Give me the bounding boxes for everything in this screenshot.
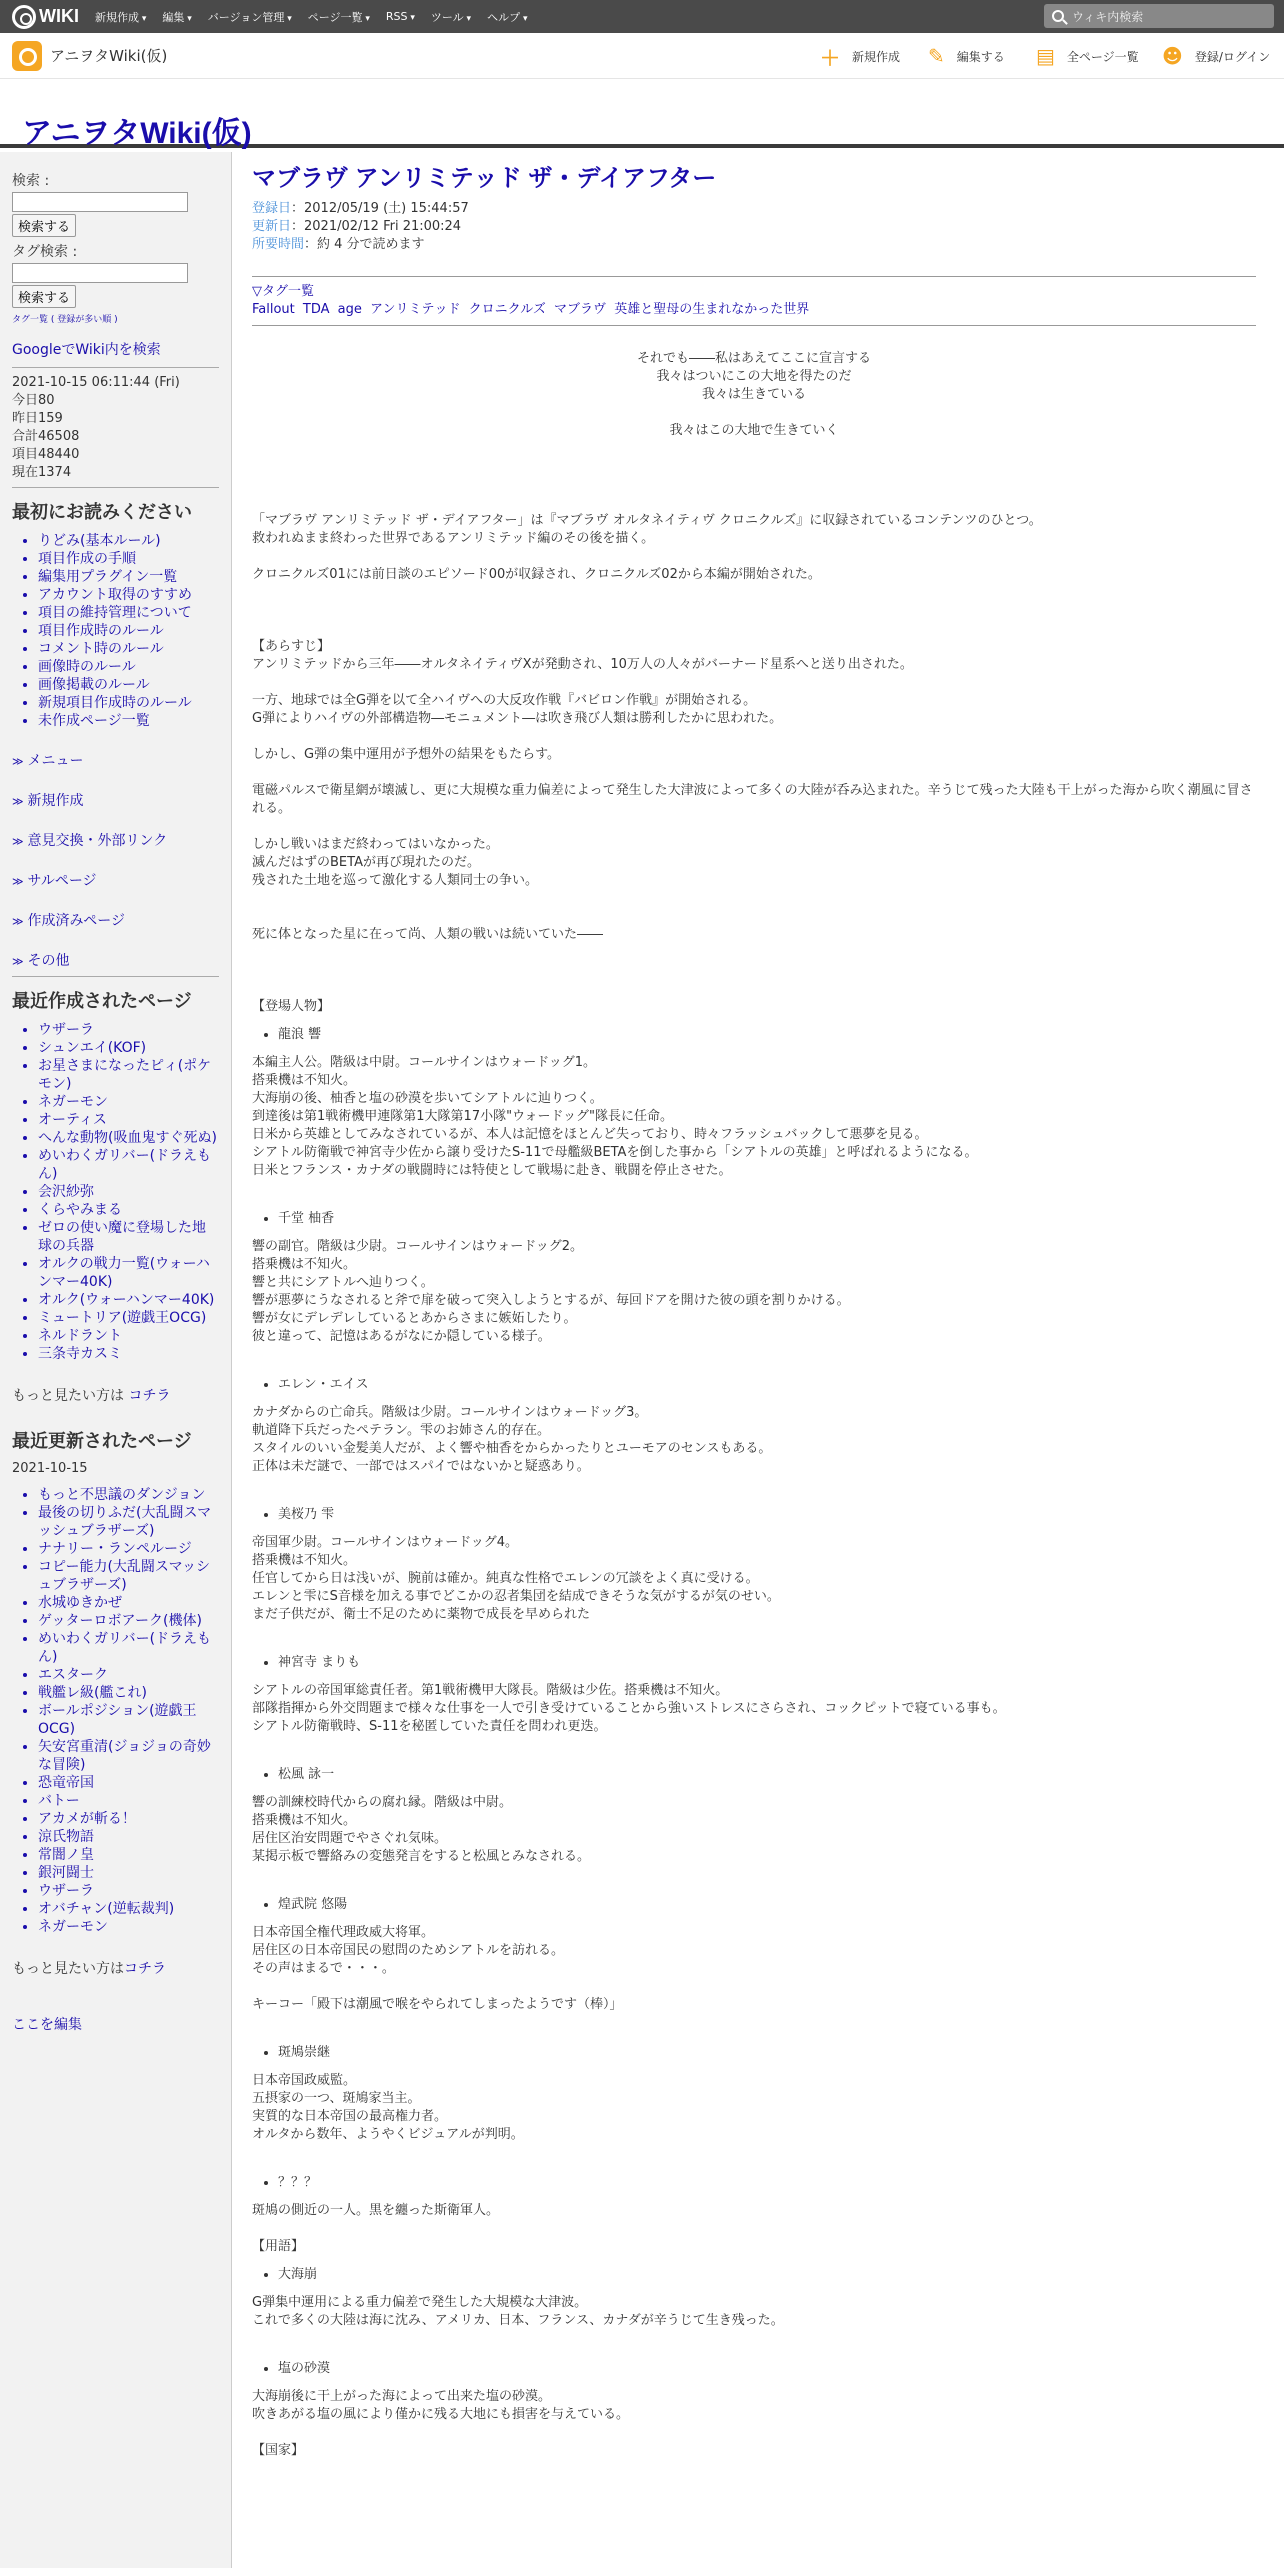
login-button[interactable]: ☻ 登録/ログイン [1162, 44, 1271, 68]
tag-link[interactable]: 英雄と聖母の生まれなかった世界 [614, 302, 810, 317]
meta-key: 所要時間 [252, 237, 305, 252]
terms-heading: 【用語】 [252, 2239, 305, 2254]
intro-line: 救われぬまま終わった世界であるアンリミテッド編のその後を描く。 [252, 531, 655, 546]
intro-line [252, 548, 1256, 566]
character-line: その声はまるで・・・。 [252, 1961, 395, 1976]
character-line: 到達後は第1戦術機甲連隊第1大隊第17小隊"ウォードッグ"隊長に任命。 [252, 1109, 674, 1124]
synopsis-line: しかし、G弾の集中運用が予想外の結果をもたらす。 [252, 747, 561, 762]
character-description [252, 1924, 1256, 2014]
character-line: キーコー「殿下は潮風で喉をやられてしまったようです（棒）」 [252, 1997, 623, 2012]
sidebar-section-toggle[interactable] [12, 950, 219, 970]
character-line: 部隊指揮から外交問題まで様々な仕事を一人で引き受けていることから強いストレスにさらされ、コックピットで寝ている事も。 [252, 1701, 1006, 1716]
meta-row [252, 218, 1256, 236]
sidebar-section-label: 新規作成 [27, 793, 84, 809]
character-line: 搭乗機は不知火。 [252, 1073, 357, 1088]
more-link-row: もっと見たい方は コチラ [12, 1388, 171, 1404]
term-entry [278, 2360, 1256, 2378]
meta-value: ：2012/05/19 (土) 15:44:57 [291, 201, 469, 216]
first-read-link[interactable]: • コメント時のルール [38, 640, 219, 658]
recent-updated-link[interactable]: • 水城ゆきかぜ [38, 1594, 219, 1612]
character-entry [278, 1026, 1256, 1044]
top-menu-item[interactable]: ヘルプ ▾ [487, 9, 527, 25]
character-line: カナダからの亡命兵。階級は少尉。コールサインはウォードッグ3。 [252, 1405, 648, 1420]
term-line: 大海崩後に干上がった海によって出来た塩の砂漠。 [252, 2389, 552, 2404]
character-line: シアトル防衛戦で神宮寺少佐から譲り受けたS-11で母艦級BETAを倒した事から「シアトルの英雄」と呼ばれるようになる。 [252, 1145, 978, 1160]
character-line: まだ子供だが、衛士不足のために薬物で成長を早められた [252, 1607, 591, 1622]
recent-created-link[interactable]: • ウザーラ [38, 1021, 219, 1039]
tag-search-input[interactable] [12, 263, 188, 283]
recent-updated-link[interactable]: • オバチャン(逆転裁判) [38, 1900, 219, 1918]
atwiki-logo[interactable]: WIKI [0, 0, 87, 33]
term-entry [278, 2266, 1256, 2284]
divider [12, 487, 219, 488]
character-name: • 美桜乃 雫 [278, 1506, 1256, 1524]
article [252, 165, 1256, 2460]
double-chevron-icon: ≫ [12, 875, 24, 888]
character-entry [278, 1210, 1256, 1228]
term-name: • 塩の砂漠 [278, 2360, 1256, 2378]
divider [252, 276, 1256, 277]
site-title[interactable]: アニヲタWiki(仮) [22, 117, 252, 150]
recent-created-link[interactable]: • ネルドラント [38, 1327, 219, 1345]
first-read-link[interactable]: • 項目作成の手順 [38, 550, 219, 568]
character-name: • エレン・エイス [278, 1376, 1256, 1394]
sidebar-section-toggle[interactable] [12, 790, 219, 810]
recent-updated-link[interactable]: • 常闇ノ皇 [38, 1846, 219, 1864]
wiki-name[interactable]: アニヲタWiki(仮) [50, 47, 168, 65]
synopsis [252, 656, 1256, 890]
top-menu-item[interactable]: 編集 ▾ [162, 9, 191, 25]
epigraph-line: それでも――私はあえてここに宣言する [636, 351, 871, 366]
double-chevron-icon: ≫ [12, 795, 24, 808]
synopsis-line: 一方、地球では全G弾を以て全ハイヴへの大反攻作戦『バビロン作戦』が開始される。 [252, 693, 757, 708]
character-description [252, 2072, 1256, 2144]
synopsis-line: しかし戦いはまだ終わってはいなかった。 [252, 837, 499, 852]
recent-created-link[interactable]: • くらやみまる [38, 1201, 219, 1219]
article-meta [252, 200, 1256, 254]
top-bar [0, 0, 1284, 33]
recent-updated-link[interactable]: • めいわくガリバー(ドラえもん) [38, 1630, 219, 1666]
sidebar-section-label: メニュー [27, 753, 84, 769]
term-line: これで多くの大陸は海に沈み、アメリカ、日本、フランス、カナダが辛うじて生き残った。 [252, 2313, 784, 2328]
recent-created-link[interactable]: • 三条寺カスミ [38, 1345, 219, 1363]
character-name: • 神宮寺 まりも [278, 1654, 1256, 1672]
meta-value: ：2021/02/12 Fri 21:00:24 [291, 219, 462, 234]
recent-created-link[interactable]: • 会沢紗弥 [38, 1183, 219, 1201]
character-line: 響が悪夢にうなされると斧で扉を破って突入しようとするが、毎回ドアを開けた彼の頭を割りかける。 [252, 1293, 850, 1308]
plus-icon: ＋ [820, 45, 840, 70]
google-search-link[interactable]: GoogleでWiki内を検索 [12, 342, 161, 358]
character-line: 響の副官。階級は少尉。コールサインはウォードッグ2。 [252, 1239, 584, 1254]
tag-link[interactable]: Fallout [252, 302, 295, 317]
search-icon [1052, 10, 1064, 22]
meta-key: 登録日 [252, 201, 292, 216]
first-read-link[interactable]: • 項目作成時のルール [38, 622, 219, 640]
recent-updated-link[interactable]: • ウザーラ [38, 1882, 219, 1900]
synopsis-line [252, 674, 1256, 692]
term-name: • 大海崩 [278, 2266, 1256, 2284]
character-name: • 龍浪 響 [278, 1026, 1256, 1044]
character-line: 搭乗機は不知火。 [252, 1257, 357, 1272]
first-read-link[interactable]: • 画像時のルール [38, 658, 219, 676]
tag-search-button[interactable]: 検索する [12, 285, 76, 308]
first-read-title: 最初にお読みください [12, 502, 192, 522]
character-line: 居住区治安問題でやさぐれ気味。 [252, 1831, 448, 1846]
character-line: 某掲示板で響絡みの変態発言をすると松風とみなされる。 [252, 1849, 591, 1864]
at-logo-icon [12, 5, 36, 29]
character-description [252, 1794, 1256, 1866]
top-menu [87, 9, 535, 25]
character-entry [278, 1896, 1256, 1914]
character-line: 居住区の日本帝国民の慰問のためシアトルを訪れる。 [252, 1943, 565, 1958]
meta-value: ：約 4 分で読めます [304, 237, 425, 252]
recent-updated-link[interactable]: • エスターク [38, 1666, 219, 1684]
synopsis-line: 滅んだはずのBETAが再び現れたのだ。 [252, 855, 480, 870]
character-line: 響が女にデレデレしているとあからさまに嫉妬したり。 [252, 1311, 577, 1326]
character-entry [278, 1376, 1256, 1394]
tag-search-label: タグ検索 : [12, 244, 78, 260]
recent-updated-link[interactable]: • ゲッターロボアーク(機体) [38, 1612, 219, 1630]
recent-created-link[interactable]: • ゼロの使い魔に登場した地球の兵器 [38, 1219, 219, 1255]
character-line: 日米から英雄としてみなされているが、本人は記憶をほとんど失っており、時々フラッシュバックして悪夢を見る。 [252, 1127, 928, 1142]
tag-link[interactable]: クロニクルズ [468, 302, 546, 317]
characters-heading: 【登場人物】 [252, 999, 331, 1014]
recent-updated-link[interactable]: • 銀河闘士 [38, 1864, 219, 1882]
epigraph-line: 我々は生きている [701, 387, 806, 402]
recent-updated-link[interactable]: • 矢安宮重清(ジョジョの奇妙な冒険) [38, 1738, 219, 1774]
recent-updated-link[interactable]: • もっと不思議のダンジョン [38, 1486, 219, 1504]
character-line: 日本帝国全権代理政威大将軍。 [252, 1925, 435, 1940]
character-entry [278, 2174, 1256, 2192]
recent-updated-link[interactable]: • 最後の切りふだ(大乱闘スマッシュブラザーズ) [38, 1504, 219, 1540]
first-read-link[interactable]: • 画像掲載のルール [38, 676, 219, 694]
more-link[interactable]: コチラ [128, 1388, 171, 1404]
character-entry [278, 1654, 1256, 1672]
recent-updated-link[interactable]: • ボールポジション(遊戯王OCG) [38, 1702, 219, 1738]
recent-created-link[interactable]: • ミュートリア(遊戯王OCG) [38, 1309, 219, 1327]
character-entry [278, 1766, 1256, 1784]
recent-updated-link[interactable]: • アカメが斬る！ [38, 1810, 219, 1828]
synopsis-line: 電磁パルスで衛星網が壊滅し、更に大規模な重力偏差によって発生した大津波によって多くの大陸が呑み込まれた。辛うじて残った大陸も干上がった海から吹く潮風に冒される。 [252, 783, 1253, 816]
recent-updated-link[interactable]: • ネガーモン [38, 1918, 219, 1936]
recent-created-list [38, 1021, 219, 1363]
first-read-link[interactable]: • 新規項目作成時のルール [38, 694, 219, 712]
character-line: スタイルのいい金髪美人だが、よく響や柚香をからかったりとユーモアのセンスもある。 [252, 1441, 772, 1456]
character-line: 軌道降下兵だったペテラン。雫のお姉さん的存在。 [252, 1423, 550, 1438]
character-entry [278, 1506, 1256, 1524]
wiki-header [0, 33, 1284, 79]
search-label: 検索 : [12, 173, 50, 189]
character-line: シアトルの帝国軍総責任者。第1戦術機甲大隊長。階級は少佐。搭乗機は不知火。 [252, 1683, 729, 1698]
tag-list [252, 301, 1256, 319]
stat-line: 今日80 [12, 393, 55, 408]
character-line: 帝国軍少尉。コールサインはウォードッグ4。 [252, 1535, 519, 1550]
recent-updated-link[interactable]: • バトー [38, 1792, 219, 1810]
intro [252, 512, 1256, 584]
edit-button[interactable]: ✎ 編集する [928, 44, 1005, 68]
sidebar-section-toggle[interactable] [12, 910, 219, 930]
stat-line: 現在1374 [12, 465, 72, 480]
character-description [252, 1682, 1256, 1736]
stat-line: 項目48440 [12, 447, 80, 462]
first-read-link[interactable]: • 未作成ページ一覧 [38, 712, 219, 730]
sidebar-section-label: その他 [27, 953, 70, 969]
synopsis-line [252, 818, 1256, 836]
intro-line: 「マブラヴ アンリミテッド ザ・デイアフター」は『マブラヴ オルタネイティヴ クロニクルズ』に収録されているコンテンツのひとつ。 [252, 513, 1042, 528]
recent-updated-link[interactable]: • 涼氏物語 [38, 1828, 219, 1846]
epigraph [252, 350, 1256, 440]
more-link[interactable]: コチラ [124, 1961, 166, 1977]
pencil-icon: ✎ [928, 44, 945, 68]
character-line: 搭乗機は不知火。 [252, 1553, 357, 1568]
sidebar-section-toggle[interactable] [12, 830, 219, 850]
character-line: 正体は未だ謎で、一部ではスパイではないかと疑惑あり。 [252, 1459, 590, 1474]
recent-updated-title: 最近更新されたページ [12, 1431, 192, 1451]
top-menu-item[interactable]: 新規作成 ▾ [95, 9, 146, 25]
recent-created-link[interactable]: • オルク(ウォーハンマー40K) [38, 1291, 219, 1309]
recent-updated-link[interactable]: • 恐竜帝国 [38, 1774, 219, 1792]
character-entry [278, 2044, 1256, 2062]
sidebar-section-toggle[interactable] [12, 750, 219, 770]
character-line: 日本帝国政威監。 [252, 2073, 357, 2088]
recent-created-link[interactable]: • へんな動物(吸血鬼すぐ死ぬ) [38, 1129, 219, 1147]
double-chevron-icon: ≫ [12, 835, 24, 848]
top-menu-item[interactable]: ページ一覧 ▾ [308, 9, 370, 25]
terms [252, 2266, 1256, 2424]
character-description [252, 1404, 1256, 1476]
character-line: 搭乗機は不知火。 [252, 1813, 357, 1828]
first-read-list [38, 532, 219, 730]
tag-link[interactable]: アンリミテッド [370, 302, 461, 317]
tag-link[interactable]: age [337, 302, 362, 317]
tag-list-link[interactable]: タグ一覧 ( 登録が多い順 ) [12, 315, 118, 325]
meta-row [252, 200, 1256, 218]
wiki-search-input[interactable]: ウィキ内検索 [1044, 4, 1274, 28]
meta-key: 更新日 [252, 219, 292, 234]
character-line: 響と共にシアトルへ辿りつく。 [252, 1275, 434, 1290]
epigraph-line: 我々はこの大地で生きていく [669, 423, 839, 438]
more-link-row: もっと見たい方はコチラ [12, 1961, 166, 1977]
character-line: シアトル防衛戦時、S-11を秘匿していた責任を問われ更迭。 [252, 1719, 607, 1734]
character-line: 日米とフランス・カナダの戦闘時には特使として戦場に赴き、戦闘を停止させた。 [252, 1163, 732, 1178]
stat-line: 合計46508 [12, 429, 80, 444]
character-description [252, 1534, 1256, 1624]
synopsis-line: G弾によりハイヴの外部構造物―モニュメント―は吹き飛び人類は勝利したかに思われた。 [252, 711, 783, 726]
top-menu-item[interactable]: RSS ▾ [386, 10, 415, 23]
recent-created-link[interactable]: • めいわくガリバー(ドラえもん) [38, 1147, 219, 1183]
datetime: 2021-10-15 06:11:44 (Fri) [12, 375, 180, 390]
sidebar-section-label: サルページ [27, 873, 97, 889]
divider [252, 325, 1256, 326]
first-read-link[interactable]: • 項目の維持管理について [38, 604, 219, 622]
character-line: オルタから数年、ようやくビジュアルが判明。 [252, 2127, 524, 2142]
sidebar-sections [12, 750, 219, 970]
character-line: 五摂家の一つ、斑鳩家当主。 [252, 2091, 421, 2106]
article-title[interactable]: マブラヴ アンリミテッド ザ・デイアフター [252, 165, 717, 192]
character-line: 大海崩の後、柚香と塩の砂漠を歩いてシアトルに辿りつく。 [252, 1091, 603, 1106]
term-description [252, 2388, 1256, 2424]
sidebar-search-input[interactable] [12, 192, 188, 212]
recent-created-link[interactable]: • ネガーモン [38, 1093, 219, 1111]
term-description [252, 2294, 1256, 2330]
synopsis-line [252, 764, 1256, 782]
character-line: 実質的な日本帝国の最高権力者。 [252, 2109, 448, 2124]
character-line: 彼と違って、記憶はあるがなにか隠している様子。 [252, 1329, 551, 1344]
double-chevron-icon: ≫ [12, 955, 24, 968]
sidebar-section-label: 意見交換・外部リンク [27, 833, 168, 849]
recent-created-link[interactable]: • お星さまになったピィ(ポケモン) [38, 1057, 219, 1093]
character-line: 任官してから日は浅いが、腕前は確か。純真な性格でエレンの冗談をよく真に受ける。 [252, 1571, 759, 1586]
synopsis-line: 残された土地を巡って激化する人類同士の争い。 [252, 873, 539, 888]
character-line: 本編主人公。階級は中尉。コールサインはウォードッグ1。 [252, 1055, 597, 1070]
recent-created-link[interactable]: • オルクの戦力一覧(ウォーハンマー40K) [38, 1255, 219, 1291]
document-icon: ▤ [1036, 44, 1055, 68]
recent-updated-link[interactable]: • コピー能力(大乱闘スマッシュブラザーズ) [38, 1558, 219, 1594]
double-chevron-icon: ≫ [12, 915, 24, 928]
wiki-logo-icon[interactable] [12, 41, 42, 71]
synopsis-line [252, 728, 1256, 746]
term-line: 吹きあがる塩の風により僅かに残る大地にも損害を与えている。 [252, 2407, 630, 2422]
access-stats [12, 368, 219, 487]
sidebar-section-label: 作成済みページ [27, 913, 125, 929]
meta-row [252, 236, 1256, 254]
edit-sidebar-link[interactable]: ここを編集 [12, 2017, 82, 2033]
character-line: エレンと雫にS音様を加える事でどこかの忍者集団を結成できそうな気がするが気のせい。 [252, 1589, 780, 1604]
country-heading: 【国家】 [252, 2443, 305, 2458]
epigraph-line: 我々はついにこの大地を得たのだ [656, 369, 852, 384]
character-description [252, 1054, 1256, 1180]
character-line: 斑鳩の側近の一人。黒を纏った斯衛軍人。 [252, 2203, 500, 2218]
recent-created-link[interactable]: • シュンエイ(KOF) [38, 1039, 219, 1057]
recent-created-title: 最近作成されたページ [12, 991, 192, 1011]
closing-line: 死に体となった星に在って尚、人類の戦いは続いていた―― [252, 927, 604, 942]
character-line: 響の訓練校時代からの腐れ縁。階級は中尉。 [252, 1795, 513, 1810]
site-title-band [0, 80, 1284, 148]
main-content [234, 152, 1284, 2568]
character-description [252, 2202, 1256, 2220]
stat-line: 昨日159 [12, 411, 63, 426]
term-line: G弾集中運用による重力偏差で発生した大規模な大津波。 [252, 2295, 588, 2310]
tag-link[interactable]: TDA [302, 302, 330, 317]
user-add-icon: ☻ [1162, 44, 1183, 68]
synopsis-line: アンリミテッドから三年――オルタネイティヴXが発動され、10万人の人々がバーナード星系へと送り出された。 [252, 657, 913, 672]
recent-updated-list [38, 1486, 219, 1936]
divider [12, 976, 219, 977]
tag-link[interactable]: マブラヴ [554, 302, 607, 317]
character-line [252, 1978, 1256, 1996]
sidebar-section-toggle[interactable] [12, 870, 219, 890]
character-name: • 千堂 柚香 [278, 1210, 1256, 1228]
top-menu-item[interactable]: バージョン管理 ▾ [208, 9, 292, 25]
first-read-link[interactable]: • アカウント取得のすすめ [38, 586, 219, 604]
intro-line: クロニクルズ01には前日談のエピソード00が収録され、クロニクルズ02から本編が開始された。 [252, 567, 821, 582]
characters [252, 1026, 1256, 2220]
double-chevron-icon: ≫ [12, 755, 24, 768]
character-name: • ？？？ [278, 2174, 1256, 2192]
top-menu-item[interactable]: ツール ▾ [431, 9, 471, 25]
first-read-link[interactable]: • りどみ(基本ルール) [38, 532, 219, 550]
synopsis-heading: 【あらすじ】 [252, 639, 331, 654]
character-description [252, 1238, 1256, 1346]
character-name: • 松風 詠一 [278, 1766, 1256, 1784]
recent-updated-link[interactable]: • 戦艦レ級(艦これ) [38, 1684, 219, 1702]
recent-updated-link[interactable]: • ナナリー・ランペルージ [38, 1540, 219, 1558]
sidebar-search-button[interactable]: 検索する [12, 214, 76, 237]
all-pages-button[interactable]: ▤ 全ページ一覧 [1036, 44, 1139, 68]
first-read-link[interactable]: • 編集用プラグイン一覧 [38, 568, 219, 586]
sidebar [0, 152, 232, 2568]
epigraph-line [252, 404, 1256, 422]
recent-updated-date: 2021-10-15 [12, 1461, 88, 1476]
recent-created-link[interactable]: • オーティス [38, 1111, 219, 1129]
character-name: • 斑鳩崇継 [278, 2044, 1256, 2062]
character-name: • 煌武院 悠陽 [278, 1896, 1256, 1914]
new-page-button[interactable]: ＋ 新規作成 [820, 33, 900, 79]
tag-list-header[interactable]: ▽タグ一覧 [252, 284, 314, 299]
